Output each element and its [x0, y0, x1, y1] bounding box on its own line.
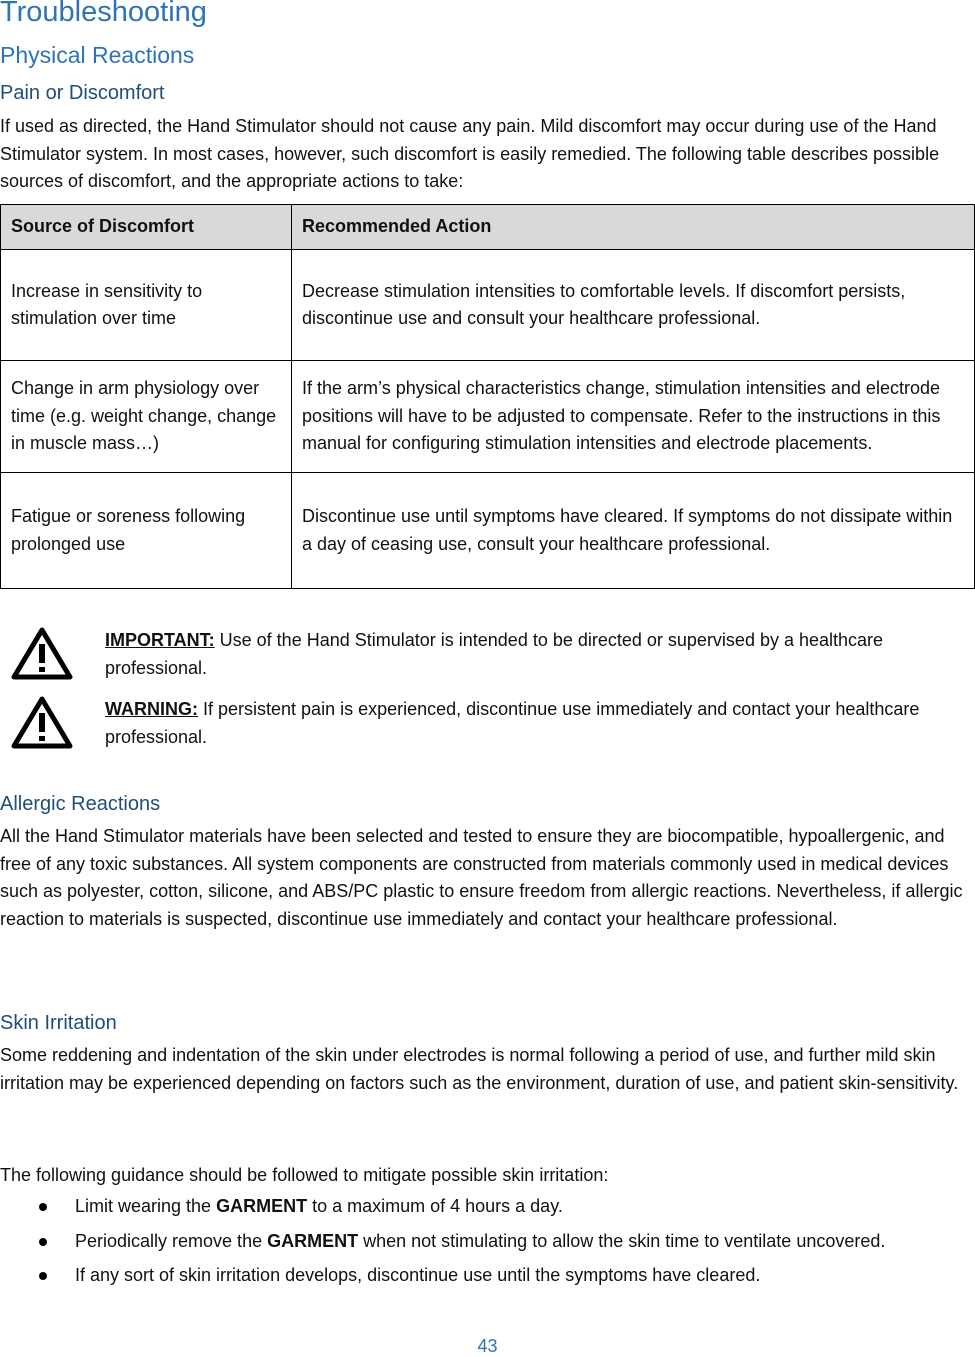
- bullet-text-pre: Periodically remove the: [75, 1230, 268, 1251]
- list-item: [0, 1262, 975, 1290]
- important-notice: [0, 626, 975, 686]
- warning-notice: [0, 695, 975, 755]
- table-cell-action: Decrease stimulation intensities to comfortable levels. If discomfort persists, discontinue use and consult your healthcare professional.: [292, 250, 975, 361]
- warning-triangle-icon: [10, 695, 74, 751]
- discomfort-table: [0, 204, 975, 589]
- skin-heading: Skin Irritation: [0, 1012, 117, 1034]
- bullet-text-post: to a maximum of 4 hours a day.: [307, 1196, 563, 1216]
- warning-triangle-icon: [10, 626, 74, 682]
- bullet-icon: [39, 1238, 47, 1246]
- list-item: [0, 1228, 975, 1256]
- table-cell-source: Increase in sensitivity to stimulation over time: [1, 250, 292, 361]
- important-notice-text: [105, 626, 965, 682]
- table-cell-source: Fatigue or soreness following prolonged use: [1, 473, 292, 589]
- allergic-heading: Allergic Reactions: [0, 793, 161, 815]
- table-cell-action: Discontinue use until symptoms have cleared. If symptoms do not dissipate within a day of ceasing use, consult your healthcare professional.: [292, 473, 975, 589]
- pain-intro: If used as directed, the Hand Stimulator should not cause any pain. Mild discomfort may occur during use of the Hand Stimulator system. In most cases, however, such discomfort is easily remedied. The following table describes possible sources of discomfort, and the appropriate actions to take:: [0, 116, 940, 191]
- skin-text: Some reddening and indentation of the skin under electrodes is normal following a period of use, and further mild skin irritation may be experienced depending on factors such as the environment, duration of use, and patient skin-sensitivity.: [0, 1045, 959, 1093]
- page-number: 43: [477, 1336, 498, 1356]
- bullet-icon: [39, 1272, 47, 1280]
- table-header-action: Recommended Action: [292, 205, 975, 250]
- table-row: [1, 250, 975, 361]
- important-label: IMPORTANT:: [105, 630, 215, 650]
- warning-label: WARNING:: [105, 699, 198, 719]
- table-cell-action: If the arm’s physical characteristics change, stimulation intensities and electrode positions will have to be adjusted to compensate. Refer to the instructions in this manual for configuring stimulation intensities and electrode placements.: [292, 361, 975, 473]
- bullet-text-pre: If any sort of skin irritation develops, discontinue use until the symptoms have cleared.: [75, 1265, 761, 1285]
- bullet-text-pre: Limit wearing the: [75, 1196, 217, 1216]
- table-cell-source: Change in arm physiology over time (e.g. weight change, change in muscle mass…): [1, 361, 292, 473]
- allergic-text: All the Hand Stimulator materials have been selected and tested to ensure they are biocompatible, hypoallergenic, and free of any toxic substances. All system components are constructed from materials commonly used in medical devices such as polyester, cotton, silicone, and ABS/PC plastic to ensure freedom from allergic reactions. Nevertheless, if allergic reaction to materials is suspected, discontinue use immediately and contact your healthcare professional.: [0, 826, 963, 929]
- table-row: [1, 473, 975, 589]
- warning-body: If persistent pain is experienced, discontinue use immediately and contact your healthcare professional.: [105, 699, 920, 747]
- bullet-icon: [39, 1203, 47, 1211]
- list-item: [0, 1193, 975, 1221]
- page-title: Troubleshooting: [0, 0, 207, 28]
- important-body: Use of the Hand Stimulator is intended to be directed or supervised by a healthcare professional.: [105, 630, 884, 678]
- warning-notice-text: [105, 695, 965, 751]
- bullet-text-bold: GARMENT: [216, 1196, 308, 1216]
- pain-heading: Pain or Discomfort: [0, 82, 165, 104]
- skin-guidance-intro: The following guidance should be followed to mitigate possible skin irritation:: [0, 1165, 609, 1185]
- bullet-text-bold: GARMENT: [267, 1230, 359, 1251]
- section-heading: Physical Reactions: [0, 42, 195, 68]
- bullet-text-post: when not stimulating to allow the skin time to ventilate uncovered.: [358, 1230, 886, 1251]
- table-header-source: Source of Discomfort: [1, 205, 292, 250]
- table-row: [1, 361, 975, 473]
- table-header-row: [1, 205, 975, 250]
- skin-guidance-list: [0, 1193, 975, 1297]
